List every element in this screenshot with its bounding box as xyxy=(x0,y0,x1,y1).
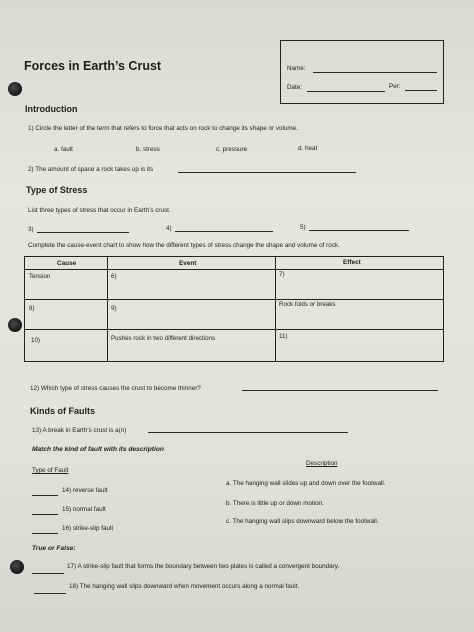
cause-event-chart xyxy=(24,256,444,362)
q14-answer-line[interactable] xyxy=(32,495,58,496)
blank-3-label: 3) xyxy=(28,226,34,233)
true-false-heading: True or False: xyxy=(32,545,76,552)
q1-option-b[interactable]: b. stress xyxy=(136,146,160,153)
description-b: b. There is little up or down motion. xyxy=(226,500,324,507)
blank-4-label: 4) xyxy=(166,225,172,232)
blank-4-line[interactable] xyxy=(175,231,273,232)
page-title: Forces in Earth’s Crust xyxy=(24,59,162,73)
chart-row-divider-2 xyxy=(25,329,443,330)
binder-hole-top xyxy=(8,82,22,96)
chart-cell-event-3: Pushes rock in two different directions xyxy=(111,335,216,342)
chart-cell-cause-3[interactable]: 10) xyxy=(31,337,40,344)
tf-item-17: 17) A strike-slip fault that forms the boundary between two plates is called a convergent boundary. xyxy=(67,563,340,570)
name-date-box xyxy=(280,40,444,104)
chart-row-divider-1 xyxy=(25,299,443,300)
question-13: 13) A break in Earth’s crust is a(n) xyxy=(32,427,127,434)
date-label: Date: xyxy=(287,84,303,91)
type-of-fault-header: Type of Fault xyxy=(32,467,69,474)
blank-5-label: 5) xyxy=(300,224,306,231)
stress-instruction: List three types of stress that occur in Earth’s crust. xyxy=(28,207,171,214)
description-header: Description xyxy=(306,460,338,467)
chart-col-divider-2 xyxy=(275,257,276,361)
description-c: c. The hanging wall slips downward below the footwall. xyxy=(226,518,379,525)
chart-cell-event-2[interactable]: 9) xyxy=(111,305,117,312)
name-field[interactable] xyxy=(313,72,437,73)
name-label: Name: xyxy=(287,65,306,72)
q12-answer-line[interactable] xyxy=(242,390,438,391)
chart-header-event: Event xyxy=(179,260,197,267)
fault-type-15: 15) normal fault xyxy=(62,506,106,513)
fault-type-14: 14) reverse fault xyxy=(62,487,108,494)
blank-3-line[interactable] xyxy=(37,232,129,233)
period-label: Per: xyxy=(389,83,401,90)
q18-answer-line[interactable] xyxy=(34,593,66,594)
question-1: 1) Circle the letter of the term that refers to force that acts on rock to change its shape or volume. xyxy=(28,125,298,132)
kinds-of-faults-heading: Kinds of Faults xyxy=(30,406,95,416)
q17-answer-line[interactable] xyxy=(32,573,64,574)
q2-answer-line[interactable] xyxy=(178,172,356,173)
description-a: a. The hanging wall slides up and down over the footwall. xyxy=(226,480,386,487)
q15-answer-line[interactable] xyxy=(32,514,58,515)
q1-option-c[interactable]: c. pressure xyxy=(216,146,248,153)
chart-cell-effect-2: Rock folds or breaks xyxy=(279,301,336,308)
chart-instruction: Complete the cause-event chart to show how the different types of stress change the shape and volume of rock. xyxy=(28,242,340,249)
fault-type-16: 16) strike-slip fault xyxy=(62,525,114,532)
chart-header-effect: Effect xyxy=(343,259,361,266)
binder-hole-bottom xyxy=(10,560,24,574)
tf-item-18: 18) The hanging wall slips downward when movement occurs along a normal fault. xyxy=(69,583,300,590)
chart-col-divider-1 xyxy=(107,257,108,361)
chart-header-divider xyxy=(25,269,443,270)
question-12: 12) Which type of stress causes the crust to become thinner? xyxy=(30,385,201,392)
chart-cell-effect-1[interactable]: 7) xyxy=(279,271,285,278)
binder-hole-middle xyxy=(8,318,22,332)
chart-cell-cause-1: Tension xyxy=(29,273,51,280)
chart-cell-effect-3[interactable]: 11) xyxy=(279,333,288,340)
chart-cell-cause-2[interactable]: 8) xyxy=(29,305,35,312)
question-2: 2) The amount of space a rock takes up is its xyxy=(28,166,154,173)
chart-cell-event-1[interactable]: 6) xyxy=(111,273,117,280)
q1-option-a[interactable]: a. fault xyxy=(54,146,73,153)
date-field[interactable] xyxy=(307,91,385,92)
chart-header-cause: Cause xyxy=(57,260,77,267)
match-heading: Match the kind of fault with its description xyxy=(32,446,164,453)
q16-answer-line[interactable] xyxy=(32,533,58,534)
q13-answer-line[interactable] xyxy=(148,432,348,433)
introduction-heading: Introduction xyxy=(25,104,78,114)
q1-option-d[interactable]: d. heat xyxy=(298,145,318,152)
type-of-stress-heading: Type of Stress xyxy=(26,185,88,195)
period-field[interactable] xyxy=(405,90,437,91)
blank-5-line[interactable] xyxy=(309,230,409,231)
